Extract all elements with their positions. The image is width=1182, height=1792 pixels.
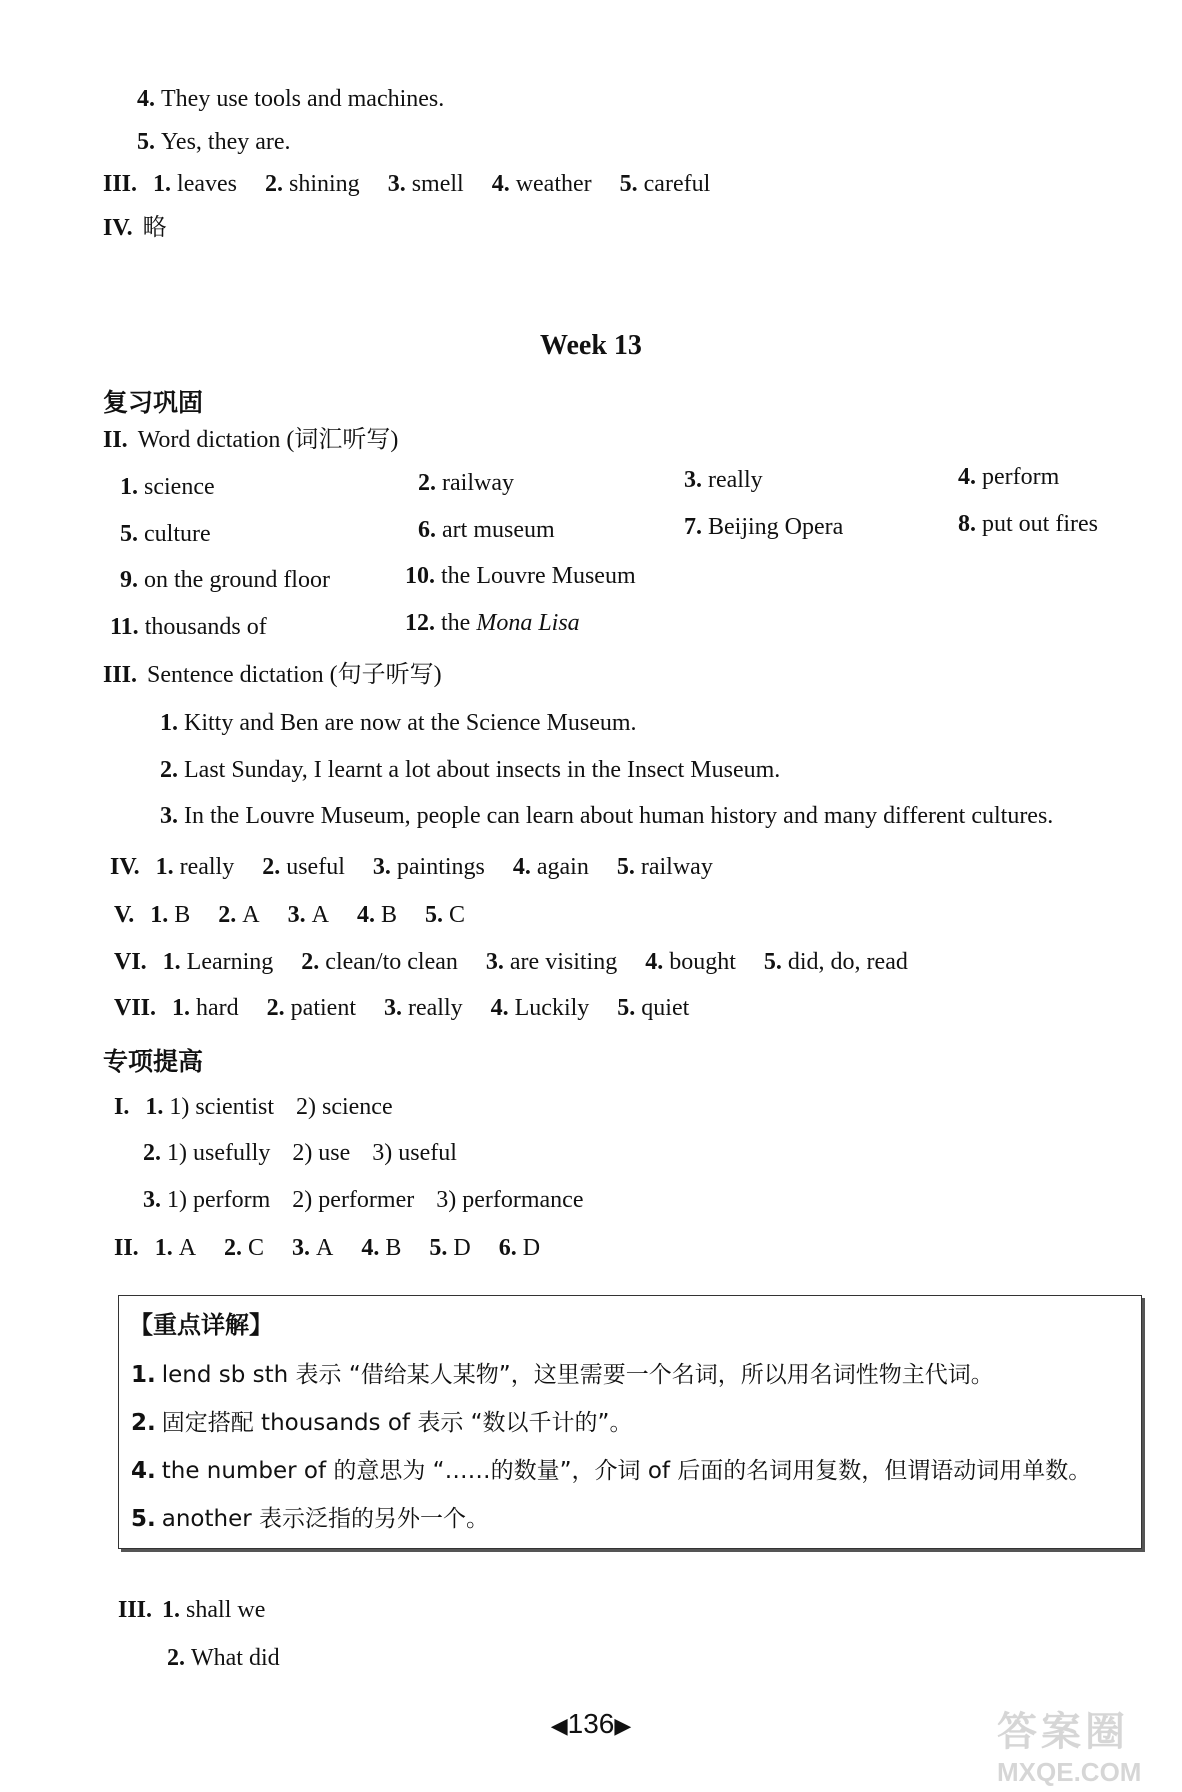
week-title: Week 13 bbox=[540, 330, 642, 361]
section-III-answers: III. 1. leaves 2. shining 3. smell 4. weather 5. careful bbox=[103, 171, 711, 197]
watermark-logo: 答案圈 MXQE.COM bbox=[997, 1709, 1142, 1787]
key-points-box bbox=[118, 1295, 1142, 1549]
answer-line-4: 4. They use tools and machines. bbox=[137, 86, 445, 112]
right-arrow-icon: ▶ bbox=[614, 1713, 632, 1738]
section-III-b-row-1: III. 1. shall we bbox=[118, 1597, 266, 1623]
word-item: 1. science bbox=[120, 474, 215, 500]
key-point-line: 5. another 表示泛指的另外一个。 bbox=[131, 1506, 490, 1532]
sentence-dictation-label: III. Sentence dictation (句子听写) bbox=[103, 662, 442, 688]
special-heading: 专项提高 bbox=[103, 1047, 204, 1076]
page-number: ◀136▶ bbox=[550, 1708, 632, 1739]
special-I-row-3: 3. 1) perform 2) performer 3) performance bbox=[143, 1187, 584, 1213]
key-point-line: 1. lend sb sth 表示 “借给某人某物”，这里需要一个名词，所以用名词性物主代词。 bbox=[131, 1362, 994, 1388]
word-item: 6. art museum bbox=[418, 517, 555, 543]
special-I-row-2: 2. 1) usefully 2) use 3) useful bbox=[143, 1140, 457, 1166]
word-dictation-label: II. Word dictation (词汇听写) bbox=[103, 427, 399, 453]
special-I-row-1: I. 1. 1) scientist 2) science bbox=[114, 1094, 393, 1120]
word-item: 12. the Mona Lisa bbox=[405, 610, 580, 636]
answer-line-5: 5. Yes, they are. bbox=[137, 129, 291, 155]
word-item: 10. the Louvre Museum bbox=[405, 563, 636, 589]
section-IV-answers: IV. 1. really 2. useful 3. paintings 4. again 5. railway bbox=[110, 854, 713, 880]
review-heading: 复习巩固 bbox=[103, 388, 204, 417]
key-points-title: 【重点详解】 bbox=[129, 1311, 273, 1339]
sentence-item: 3. In the Louvre Museum, people can learn about human history and many different cultures. bbox=[160, 803, 1054, 829]
section-V-answers: V. 1. B 2. A 3. A 4. B 5. C bbox=[114, 902, 465, 928]
key-point-line: 2. 固定搭配 thousands of 表示 “数以千计的”。 bbox=[131, 1410, 633, 1436]
special-II-answers: II. 1. A 2. C 3. A 4. B 5. D 6. D bbox=[114, 1235, 541, 1261]
section-III-b-row-2: 2. What did bbox=[167, 1645, 280, 1671]
word-item: 8. put out fires bbox=[958, 511, 1098, 537]
sentence-item: 1. Kitty and Ben are now at the Science Museum. bbox=[160, 710, 637, 736]
section-IV-answer: IV. 略 bbox=[103, 213, 167, 241]
section-VI-answers: VI. 1. Learning 2. clean/to clean 3. are visiting 4. bought 5. did, do, read bbox=[114, 949, 908, 975]
word-item: 4. perform bbox=[958, 464, 1060, 490]
section-VII-answers: VII. 1. hard 2. patient 3. really 4. Luckily 5. quiet bbox=[114, 995, 690, 1021]
word-item: 9. on the ground floor bbox=[120, 567, 330, 593]
word-item: 3. really bbox=[684, 467, 763, 493]
word-item: 2. railway bbox=[418, 470, 514, 496]
left-arrow-icon: ◀ bbox=[550, 1713, 568, 1738]
sentence-item: 2. Last Sunday, I learnt a lot about insects in the Insect Museum. bbox=[160, 757, 781, 783]
word-item: 5. culture bbox=[120, 521, 211, 547]
word-item: 11. thousands of bbox=[110, 614, 267, 640]
key-point-line: 4. the number of 的意思为 “……的数量”，介词 of 后面的名词用复数，但谓语动词用单数。 bbox=[131, 1458, 1092, 1484]
word-item: 7. Beijing Opera bbox=[684, 514, 844, 540]
